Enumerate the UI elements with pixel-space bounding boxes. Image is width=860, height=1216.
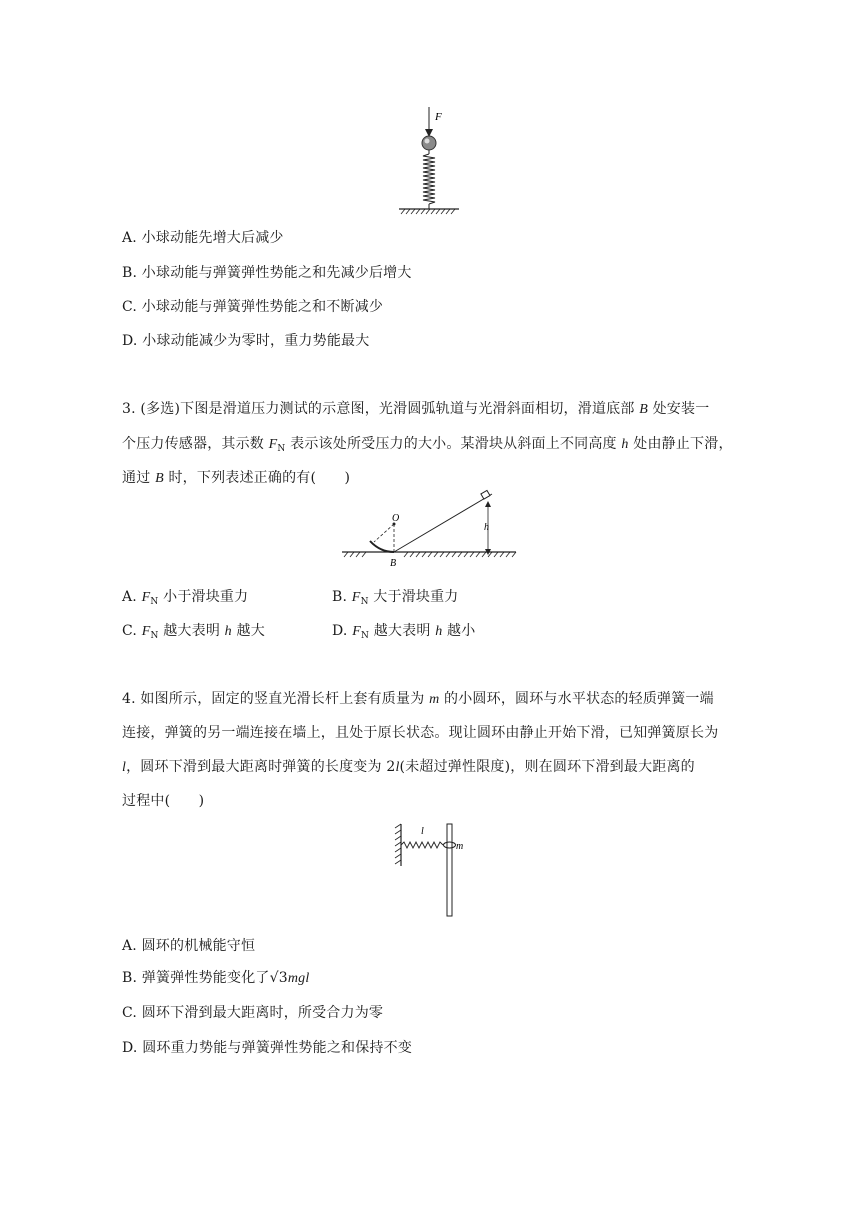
q2-option-b: B. 小球动能与弹簧弹性势能之和先减少后增大	[122, 265, 412, 281]
ring-rod-figure	[392, 820, 472, 920]
mass-label: m	[456, 841, 464, 852]
q3-option-c: C. $F_N$ 越大表明 h 越大	[122, 623, 265, 641]
spring-ball-figure	[395, 105, 465, 217]
q4-option-d: D. 圆环重力势能与弹簧弹性势能之和保持不变	[122, 1040, 413, 1056]
slide-track-figure	[340, 488, 520, 570]
height-label: h	[484, 522, 489, 533]
q2-option-d: D. 小球动能减少为零时，重力势能最大	[122, 333, 370, 349]
force-label: F	[435, 111, 442, 123]
q3-option-d: D. $F_N$ 越大表明 h 越小	[332, 623, 476, 641]
bottom-point-label: B	[390, 558, 397, 569]
q3-stem-line1: 3. (多选)下图是滑道压力测试的示意图，光滑圆弧轨道与光滑斜面相切，滑道底部 B 处安装一	[122, 401, 710, 417]
q4-option-a: A. 圆环的机械能守恒	[122, 938, 256, 954]
q3-stem-line3: 通过 B 时，下列表述正确的有( )	[122, 470, 351, 486]
q3-option-a: A. $F_N$ 小于滑块重力	[122, 589, 249, 607]
q4-stem-line1: 4. 如图所示，固定的竖直光滑长杆上套有质量为 m 的小圆环，圆环与水平状态的轻质弹簧一端	[122, 691, 714, 707]
q4-stem-line4: 过程中( )	[122, 793, 205, 809]
q2-option-c: C. 小球动能与弹簧弹性势能之和不断减少	[122, 299, 384, 315]
q4-stem-line2: 连接，弹簧的另一端连接在墙上，且处于原长状态。现让圆环由静止开始下滑，已知弹簧原长为	[122, 725, 719, 741]
q3-option-b: B. $F_N$ 大于滑块重力	[332, 589, 459, 607]
q4-stem-line3: l，圆环下滑到最大距离时弹簧的长度变为 2l(未超过弹性限度)，则在圆环下滑到最大距离的	[122, 759, 695, 775]
q3-stem-line2: 个压力传感器，其示数 $F_N$ 表示该处所受压力的大小。某滑块从斜面上不同高度 h 处由静止下滑，	[122, 436, 733, 454]
q4-option-c: C. 圆环下滑到最大距离时，所受合力为零	[122, 1005, 384, 1021]
q4-option-b: B. 弹簧弹性势能变化了√3mgl	[122, 970, 310, 986]
q2-option-a: A. 小球动能先增大后减少	[122, 230, 284, 246]
q3-options-row1	[122, 586, 248, 607]
center-label: O	[392, 513, 400, 524]
sqrt-three: √3	[269, 970, 288, 986]
spring-length-label: l	[421, 826, 424, 837]
